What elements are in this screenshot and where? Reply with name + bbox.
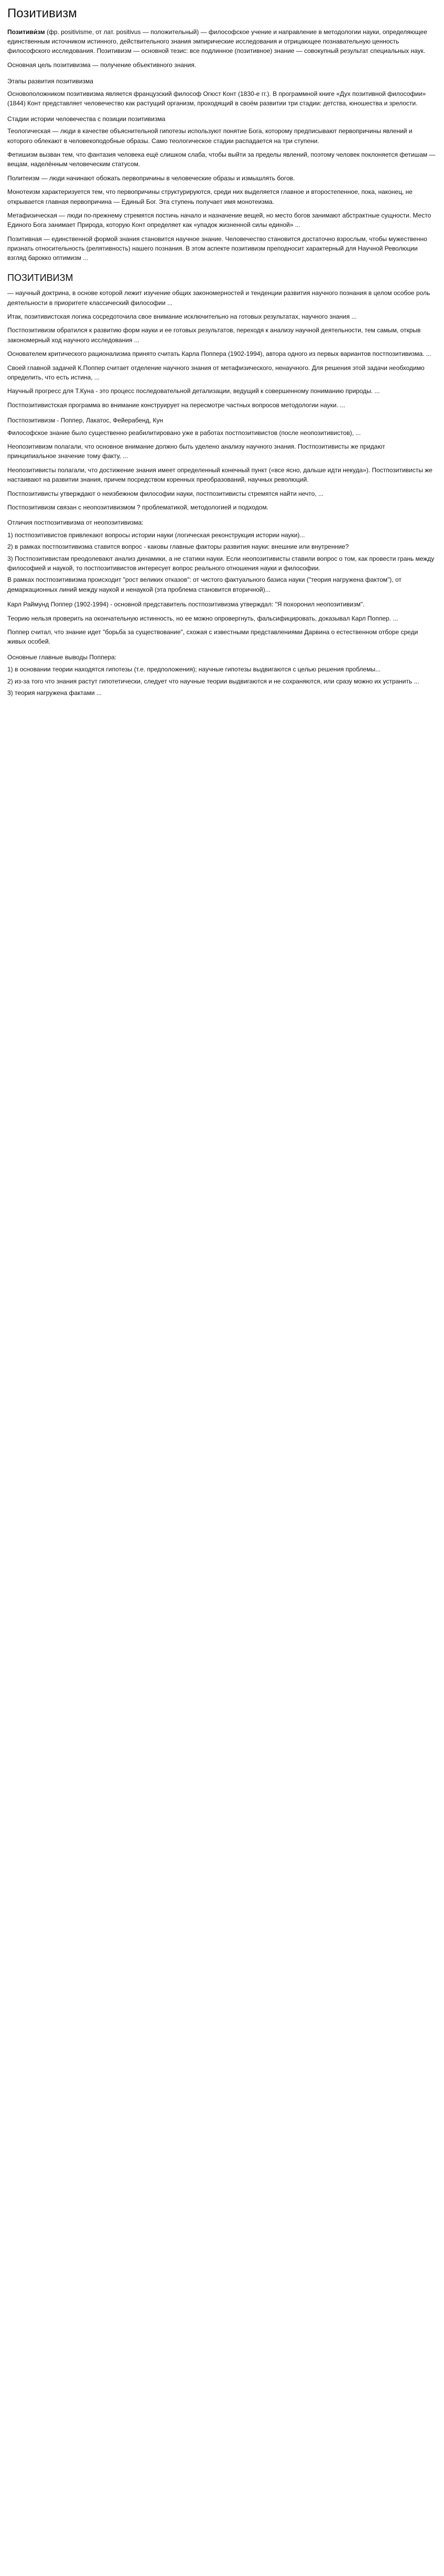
positivism-paragraph-3: Постпозитивизм обратился к развитию форм науки и ее готовых результатов, переходя к анализу научной деятельности, тем самым, открыв закономерный ход научного исследования ...	[7, 327, 421, 344]
positivism-heading-2: Постпозитивизм - Поппер, Лакатос, Фейерабенд, Кун	[7, 416, 164, 424]
difference-item: 3) Постпозитивистам преодолевают анализ динамики, а не статики науки. Если неопозитивисты ставили вопрос о том, как провести грань между философией и наукой, то постпозитивистов интересует вопрос реального отношения науки и философии.	[7, 555, 435, 572]
positivism-paragraph-12: Постпозитивизм связан с неопозитивизмом ? проблематикой, методологией и подходом.	[7, 503, 269, 511]
stage-fetish: Фетишизм вызван тем, что фантазия человека ещё слишком слаба, чтобы выйти за пределы явлений, поэтому человек поклоняется фетишам — вещам, наделённым человеческим статусом.	[7, 151, 436, 168]
popper-main-title: Основные главные выводы Поппера:	[7, 653, 116, 661]
positivism-paragraph-14: Теорию нельзя проверить на окончательную истинность, но ее можно опровергнуть, фальсифицировать, доказывал Карл Поппер. ...	[7, 614, 398, 622]
positivism-paragraph-9: Неопозитивизм полагали, что основное внимание должно быть уделено анализу научного знания. Постпозитивисты же придают принципиальное значение тому факту, ...	[7, 443, 385, 460]
differences-title: Отличия постпозитивизма от неопозитивизма:	[7, 519, 144, 527]
intro-text: (фр. positivisme, от лат. positivus — положительный) — философское учение и направление в методологии науки, определяющее единственным источником истинного, действительного знания эмпирические исследования и отрицающее познавательную ценность философского исследования. Позитивизм — основной тезис: все подлинное (позитивное) знание — совокупный результат специальных наук.	[7, 28, 427, 55]
popper-point: 1) в основании теории находятся гипотезы (т.е. предположения); научные гипотезы выдвигаются с целью решения проблемы...	[7, 666, 381, 673]
stages-title: Этапы развития позитивизма	[7, 78, 93, 85]
positivism-paragraph-4: Основателем критического рационализма принято считать Карла Поппера (1902-1994), автора одного из первых вариантов постпозитивизма. ...	[7, 350, 431, 358]
positivism-paragraph-13: Карл Раймунд Поппер (1902-1994) - основной представитель постпозитивизма утверждал: "Я похоронил неопозитивизм".	[7, 601, 365, 608]
page-title: Позитивизм	[7, 6, 77, 20]
positivism-paragraph-5: Своей главной задачей К.Поппер считает отделение научного знания от метафизического, ненаучного. Для решения этой задачи необходимо определить, что есть истина, ...	[7, 364, 425, 381]
differences-list	[7, 530, 436, 594]
positivism-paragraph-10: Неопозитивисты полагали, что достижение знания имеет определенный конечный пункт («все ясно, дальше идти некуда»). Постпозитивисты же настаивают на развитии знания, причем посредством коренных преобразований, научных революций.	[7, 466, 432, 484]
popper-points-list	[7, 665, 436, 698]
positivism-paragraph-1: — научный доктрина, в основе которой лежит изучение общих закономерностей и тенденции развития научного познания в целом особое роль деятельности в приоритете классический философии ...	[7, 289, 430, 307]
intro-lead: Позитиви́зм	[7, 28, 45, 36]
difference-item: В рамках постпозитивизма происходит "рост великих отказов": от чистого фактуального базиса науки ("теория нагружена фактом"), от демаркационных линий между наукой и ненаукой (эта проблема становится вторичной)...	[7, 576, 402, 593]
intro-line: Основная цель позитивизма — получение объективного знания.	[7, 61, 197, 69]
positivism-paragraph-8: Философское знание было существенно реабилитировано уже в работах постпозитивистов (после неопозитивистов), ...	[7, 429, 361, 437]
stage-theological: Теологическая — люди в качестве объяснительной гипотезы используют понятие Бога, которому предписывают первопричины явлений и которого облекают в человекоподобные образы. Само теологическое стадии распадается на три ступени.	[7, 127, 413, 145]
popper-point: 3) теория нагружена фактами ...	[7, 689, 102, 697]
positivism-paragraph-11: Постпозитивисты утверждают о неизбежном философии науки, постпозитивисты стремятся найти нечто, ...	[7, 490, 324, 497]
section-2-title: ПОЗИТИВИЗМ	[7, 272, 73, 283]
positivism-paragraph-7: Постпозитивистская программа во внимание конструирует на пересмотре частных вопросов методологии науки. ...	[7, 401, 345, 409]
positivism-paragraph-6: Научный прогресс для Т.Куна - это процесс последовательной детализации, ведущий к совершенному пониманию природы. ...	[7, 387, 380, 395]
intro	[7, 27, 436, 70]
positivism-paragraph-2: Итак, позитивистская логика сосредоточила свое внимание исключительно на готовых результатах, научного знания ...	[7, 313, 357, 321]
popper-point: 2) из-за того что знания растут гипотетически, следует что научные теории выдвигаются и не сохраняются, или сразу можно их устранить ...	[7, 677, 419, 685]
popper-title: Поппер считал, что знание идет "борьба за существование", схожая с известными представлениями Дарвина о естественном отборе среди живых особей.	[7, 628, 418, 646]
stage-positive: Позитивная — единственной формой знания становится научное знание. Человечество становится достаточно взрослым, чтобы мужественно признать относительность (релятивность) нашего познания. В этом аспекте позитивизм преподносит характерный для Научной Революции взгляд барокко оптимизм ...	[7, 235, 427, 262]
stages-subtitle: Стадии истории человечества с позиции позитивизма	[7, 115, 166, 123]
intro-paragraph	[7, 27, 436, 56]
stage-poly: Политеизм — люди начинают обожать первопричины в человеческие образы и измышлять богов.	[7, 174, 295, 182]
difference-item: 1) постпозитивистов привлекают вопросы истории науки (логическая реконструкция истории науки)...	[7, 531, 305, 539]
stage-mono: Монотеизм характеризуется тем, что первопричины структурируются, среди них выделяется главное и второстепенное, пока, наконец, не открывается главная первопричина — Единый Бог. Эта ступень получает имя монотеизма.	[7, 188, 413, 205]
stage-one: Основоположником позитивизма является французский философ Огюст Конт (1830-е гг.). В программной книге «Дух позитивной философии» (1844) Конт представляет человечество как растущий организм, проходящий в своём развитии три стадии: детства, юношества и зрелости.	[7, 90, 426, 107]
stage-metaphysical: Метафизическая — люди по-прежнему стремятся постичь начало и назначение вещей, но место богов занимают абстрактные сущности. Место Единого Бога занимает Природа, которую Конт определяет как «упадок жизненной силы единой» ...	[7, 211, 431, 229]
difference-item: 2) в рамках постпозитивизма ставится вопрос - каковы главные факторы развития науки: внешние или внутренние?	[7, 543, 349, 551]
